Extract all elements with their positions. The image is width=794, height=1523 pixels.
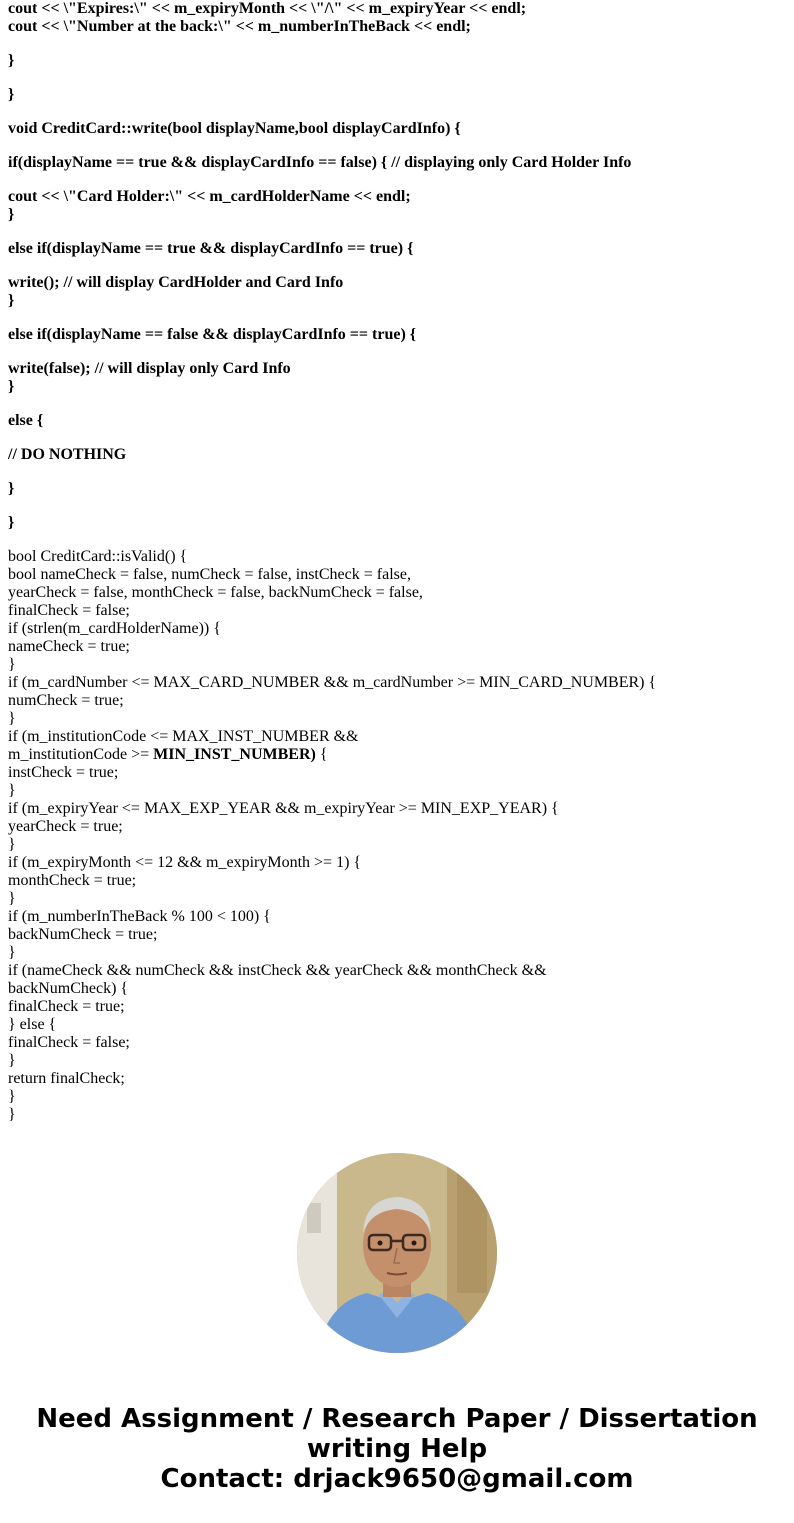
- code-line-text: }: [8, 710, 16, 727]
- code-line: [8, 18, 788, 36]
- code-line-text: }: [8, 890, 16, 907]
- code-blank-line: [8, 70, 788, 86]
- code-blank-line: [8, 430, 788, 446]
- code-line: [8, 52, 788, 70]
- code-line: [8, 620, 788, 638]
- code-line: [8, 764, 788, 782]
- code-line: [8, 86, 788, 104]
- code-line-text: yearCheck = true;: [8, 818, 123, 835]
- code-line-text: }: [8, 86, 15, 103]
- code-line: [8, 206, 788, 224]
- code-line: [8, 548, 788, 566]
- code-line: [8, 674, 788, 692]
- code-blank-line: [8, 172, 788, 188]
- code-line-text: void CreditCard::write(bool displayName,bool displayCardInfo) {: [8, 120, 461, 137]
- code-line: [8, 872, 788, 890]
- code-line-text: monthCheck = true;: [8, 872, 137, 889]
- code-line: [8, 1070, 788, 1088]
- code-line: [8, 854, 788, 872]
- code-line-text: }: [8, 782, 16, 799]
- code-line-text: if(displayName == true && displayCardInfo == false) { // displaying only Card Holder Info: [8, 154, 632, 171]
- code-line-text: }: [8, 480, 15, 497]
- code-line: [8, 1034, 788, 1052]
- code-line: [8, 0, 788, 18]
- code-line: [8, 412, 788, 430]
- code-line-text: }: [8, 944, 16, 961]
- code-line: [8, 926, 788, 944]
- code-line: [8, 584, 788, 602]
- code-line: [8, 120, 788, 138]
- code-blank-line: [8, 532, 788, 548]
- code-line-text: write(); // will display CardHolder and Card Info: [8, 274, 344, 291]
- code-line-text: write(false); // will display only Card Info: [8, 360, 291, 377]
- footer-line-2: writing Help: [306, 1434, 488, 1464]
- code-blank-line: [8, 464, 788, 480]
- code-line: [8, 980, 788, 998]
- code-line-text: else if(displayName == false && displayCardInfo == true) {: [8, 326, 417, 343]
- code-line-text: // DO NOTHING: [8, 446, 127, 463]
- footer-contact-email: Contact: drjack9650@gmail.com: [160, 1464, 634, 1494]
- code-line: [8, 656, 788, 674]
- code-line: [8, 944, 788, 962]
- code-line: [8, 1052, 788, 1070]
- code-line: [8, 602, 788, 620]
- code-line: [8, 746, 788, 764]
- code-line-text: bool CreditCard::isValid() {: [8, 548, 188, 565]
- code-listing: [8, 0, 788, 1124]
- code-line-text: }: [8, 378, 15, 395]
- code-line: [8, 378, 788, 396]
- code-line: [8, 818, 788, 836]
- code-blank-line: [8, 36, 788, 52]
- code-line-text: if (m_institutionCode <= MAX_INST_NUMBER &&: [8, 728, 359, 745]
- code-line: [8, 1106, 788, 1124]
- code-line-text: if (m_expiryYear <= MAX_EXP_YEAR && m_expiryYear >= MIN_EXP_YEAR) {: [8, 800, 559, 817]
- code-line-text: if (m_expiryMonth <= 12 && m_expiryMonth >= 1) {: [8, 854, 362, 871]
- person-photo-icon: [297, 1153, 497, 1353]
- code-line: [8, 274, 788, 292]
- code-line-text: yearCheck = false, monthCheck = false, backNumCheck = false,: [8, 584, 423, 601]
- code-line: [8, 480, 788, 498]
- code-line: [8, 1016, 788, 1034]
- code-line-text: }: [8, 292, 15, 309]
- code-line: [8, 1088, 788, 1106]
- code-line-text: if (m_cardNumber <= MAX_CARD_NUMBER && m_cardNumber >= MIN_CARD_NUMBER) {: [8, 674, 657, 691]
- code-line-text: finalCheck = true;: [8, 998, 125, 1015]
- code-blank-line: [8, 224, 788, 240]
- author-avatar: [297, 1153, 497, 1353]
- code-line-text: finalCheck = false;: [8, 602, 130, 619]
- code-line-text: }: [8, 206, 15, 223]
- code-line: [8, 638, 788, 656]
- code-line-text: else if(displayName == true && displayCardInfo == true) {: [8, 240, 414, 257]
- code-line: [8, 710, 788, 728]
- code-line-text: if (nameCheck && numCheck && instCheck && yearCheck && monthCheck &&: [8, 962, 547, 979]
- footer-line-1: Need Assignment / Research Paper / Dissertation: [36, 1404, 758, 1434]
- code-line-text: return finalCheck;: [8, 1070, 125, 1087]
- code-blank-line: [8, 258, 788, 274]
- code-line-text: }: [8, 52, 15, 69]
- code-line-text: }: [8, 1052, 16, 1069]
- code-line: [8, 962, 788, 980]
- code-line: [8, 800, 788, 818]
- code-line-text: cout << \"Card Holder:\" << m_cardHolderName << endl;: [8, 188, 411, 205]
- code-line-text: instCheck = true;: [8, 764, 119, 781]
- code-line-text: if (m_numberInTheBack % 100 < 100) {: [8, 908, 271, 925]
- code-line-text: }: [8, 836, 16, 853]
- code-line-text: } else {: [8, 1016, 57, 1033]
- code-line-text: finalCheck = false;: [8, 1034, 130, 1051]
- code-line-text: else {: [8, 412, 44, 429]
- code-line: [8, 360, 788, 378]
- code-line: [8, 292, 788, 310]
- code-line-bold-part: MIN_INST_NUMBER): [153, 746, 316, 763]
- code-line: [8, 998, 788, 1016]
- code-line: [8, 728, 788, 746]
- code-blank-line: [8, 310, 788, 326]
- code-line: [8, 890, 788, 908]
- code-blank-line: [8, 396, 788, 412]
- code-line-text: cout << \"Number at the back:\" << m_numberInTheBack << endl;: [8, 18, 471, 35]
- code-line: [8, 782, 788, 800]
- code-line: [8, 188, 788, 206]
- footer-contact: [0, 1404, 794, 1494]
- code-line: [8, 154, 788, 172]
- code-line-text: cout << \"Expires:\" << m_expiryMonth << \"/\" << m_expiryYear << endl;: [8, 0, 527, 17]
- code-line-text: }: [8, 1088, 16, 1105]
- code-line: [8, 326, 788, 344]
- code-line: [8, 240, 788, 258]
- code-line: [8, 908, 788, 926]
- code-blank-line: [8, 138, 788, 154]
- code-line-text: m_institutionCode >=: [8, 746, 154, 763]
- code-line-text: backNumCheck = true;: [8, 926, 158, 943]
- code-line: [8, 566, 788, 584]
- code-blank-line: [8, 498, 788, 514]
- code-line-text: bool nameCheck = false, numCheck = false, instCheck = false,: [8, 566, 411, 583]
- code-line: [8, 692, 788, 710]
- code-line-text: }: [8, 514, 15, 531]
- code-blank-line: [8, 104, 788, 120]
- code-line-tail: {: [315, 746, 328, 763]
- code-line: [8, 514, 788, 532]
- code-line: [8, 836, 788, 854]
- code-line-text: }: [8, 1106, 16, 1123]
- code-line-text: nameCheck = true;: [8, 638, 130, 655]
- code-line: [8, 446, 788, 464]
- code-blank-line: [8, 344, 788, 360]
- code-line-text: if (strlen(m_cardHolderName)) {: [8, 620, 221, 637]
- code-line-text: numCheck = true;: [8, 692, 124, 709]
- code-line-text: }: [8, 656, 16, 673]
- code-line-text: backNumCheck) {: [8, 980, 129, 997]
